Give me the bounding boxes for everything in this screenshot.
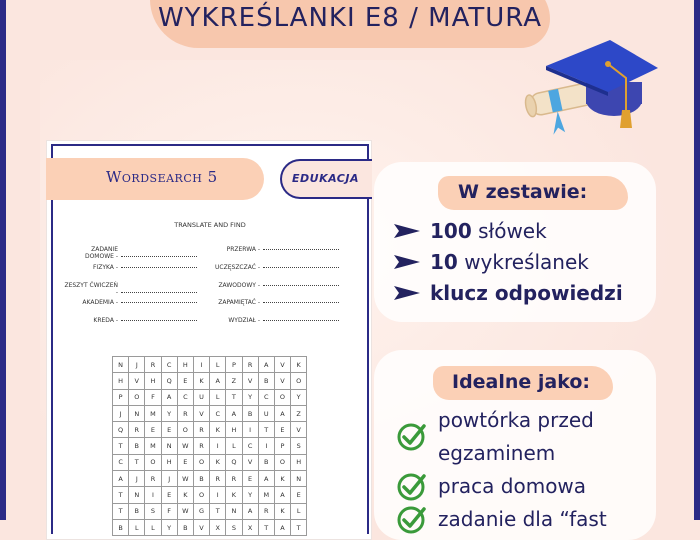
grid-cell: Z — [226, 373, 242, 389]
grid-cell: F — [145, 389, 161, 405]
grid-cell: V — [274, 373, 290, 389]
grid-cell: K — [226, 487, 242, 503]
grid-cell: A — [274, 405, 290, 421]
grid-cell: L — [129, 519, 145, 535]
grid-cell: K — [274, 503, 290, 519]
grid-cell: K — [291, 357, 307, 373]
vocab-row — [208, 264, 339, 271]
grid-cell: T — [258, 422, 274, 438]
vocab-term: ZESZYT ĆWICZEŃ - — [64, 282, 118, 296]
grid-cell: O — [129, 389, 145, 405]
grid-cell: E — [274, 422, 290, 438]
usage-item-line: zadanie dla “fast — [438, 507, 607, 531]
contents-item-text: słówek — [471, 219, 547, 243]
check-circle-icon — [396, 422, 426, 452]
grid-cell: C — [242, 438, 258, 454]
grid-cell: L — [210, 357, 226, 373]
grid-cell: I — [145, 487, 161, 503]
grid-cell: U — [193, 389, 209, 405]
contents-item — [394, 280, 623, 306]
grid-cell: V — [242, 454, 258, 470]
grid-cell: K — [274, 471, 290, 487]
grid-cell: V — [274, 357, 290, 373]
grid-cell: M — [258, 487, 274, 503]
grid-cell: E — [291, 487, 307, 503]
graduation-cap-icon — [522, 36, 660, 136]
grid-cell: J — [129, 357, 145, 373]
usage-item-line: powtórka przed — [438, 408, 594, 432]
grid-cell: E — [145, 422, 161, 438]
grid-cell: O — [193, 454, 209, 470]
grid-row — [113, 471, 307, 487]
grid-cell: B — [113, 519, 129, 535]
grid-cell: B — [193, 471, 209, 487]
grid-cell: S — [291, 438, 307, 454]
grid-cell: O — [193, 487, 209, 503]
vocab-row — [62, 246, 197, 260]
answer-line — [263, 302, 339, 303]
answer-line — [121, 256, 197, 257]
answer-line — [121, 267, 197, 268]
grid-cell: T — [226, 389, 242, 405]
grid-cell: H — [145, 373, 161, 389]
grid-cell: R — [193, 422, 209, 438]
grid-cell: O — [177, 422, 193, 438]
grid-cell: T — [113, 487, 129, 503]
grid-cell: L — [291, 503, 307, 519]
grid-cell: K — [193, 373, 209, 389]
grid-cell: T — [113, 503, 129, 519]
grid-cell: C — [161, 357, 177, 373]
grid-cell: J — [129, 471, 145, 487]
vocab-row — [62, 317, 197, 324]
grid-cell: A — [210, 373, 226, 389]
grid-cell: R — [242, 357, 258, 373]
grid-cell: X — [242, 519, 258, 535]
grid-cell: A — [258, 357, 274, 373]
arrow-bullet-icon — [394, 286, 420, 300]
arrow-bullet-icon — [394, 224, 420, 238]
page-title: WYKREŚLANKI E8 / MATURA — [157, 3, 543, 33]
grid-cell: B — [242, 405, 258, 421]
grid-cell: S — [145, 503, 161, 519]
arrow-bullet-icon — [394, 255, 420, 269]
vocab-term: AKADEMIA - — [82, 299, 118, 306]
grid-cell: Z — [291, 405, 307, 421]
grid-row — [113, 422, 307, 438]
grid-cell: I — [210, 438, 226, 454]
grid-cell: R — [177, 405, 193, 421]
grid-cell: J — [113, 405, 129, 421]
grid-cell: C — [258, 389, 274, 405]
grid-cell: P — [113, 389, 129, 405]
vocab-row — [208, 317, 339, 324]
grid-cell: I — [258, 438, 274, 454]
grid-cell: B — [129, 438, 145, 454]
answer-line — [121, 292, 197, 293]
grid-cell: H — [177, 357, 193, 373]
grid-cell: A — [113, 471, 129, 487]
grid-cell: E — [242, 471, 258, 487]
vocab-term: KREDA - — [93, 317, 118, 324]
check-circle-icon — [396, 505, 426, 535]
grid-cell: N — [113, 357, 129, 373]
grid-cell: O — [274, 389, 290, 405]
grid-cell: A — [226, 405, 242, 421]
vocab-term: ZADANIE DOMOWE - — [84, 246, 118, 260]
grid-cell: R — [193, 438, 209, 454]
grid-cell: Q — [113, 422, 129, 438]
vocab-term: UCZĘSZCZAĆ - — [215, 264, 260, 271]
grid-row — [113, 503, 307, 519]
wordsearch-grid — [112, 356, 307, 536]
grid-cell: B — [258, 454, 274, 470]
usage-item-line: praca domowa — [438, 474, 587, 498]
grid-cell: B — [177, 519, 193, 535]
grid-cell: E — [177, 454, 193, 470]
grid-cell: O — [291, 373, 307, 389]
grid-row — [113, 357, 307, 373]
grid-cell: C — [177, 389, 193, 405]
contents-title: W zestawie: — [458, 181, 588, 203]
grid-cell: L — [210, 389, 226, 405]
grid-cell: V — [291, 422, 307, 438]
grid-cell: Y — [161, 519, 177, 535]
grid-row — [113, 438, 307, 454]
grid-cell: R — [145, 471, 161, 487]
grid-cell: T — [129, 454, 145, 470]
grid-cell: K — [177, 487, 193, 503]
vocab-row — [62, 282, 197, 296]
grid-cell: H — [291, 454, 307, 470]
answer-line — [263, 267, 339, 268]
grid-cell: N — [161, 438, 177, 454]
grid-cell: T — [258, 519, 274, 535]
grid-cell: B — [258, 373, 274, 389]
answer-line — [263, 285, 339, 286]
grid-cell: Y — [161, 405, 177, 421]
grid-cell: R — [145, 357, 161, 373]
grid-cell: N — [129, 405, 145, 421]
grid-row — [113, 454, 307, 470]
contents-item-bold: klucz odpowiedzi — [430, 281, 623, 305]
grid-cell: V — [129, 373, 145, 389]
grid-cell: A — [258, 471, 274, 487]
grid-cell: H — [226, 422, 242, 438]
grid-cell: R — [129, 422, 145, 438]
grid-cell: T — [113, 438, 129, 454]
grid-cell: Y — [291, 389, 307, 405]
grid-cell: O — [145, 454, 161, 470]
grid-cell: V — [242, 373, 258, 389]
grid-cell: K — [210, 454, 226, 470]
grid-cell: W — [177, 438, 193, 454]
grid-cell: J — [161, 471, 177, 487]
answer-line — [263, 249, 339, 250]
grid-cell: A — [274, 519, 290, 535]
grid-cell: E — [161, 422, 177, 438]
grid-row — [113, 373, 307, 389]
grid-cell: Q — [161, 373, 177, 389]
vocab-term: ZAPAMIĘTAĆ - — [218, 299, 260, 306]
check-circle-icon — [396, 472, 426, 502]
grid-cell: C — [113, 454, 129, 470]
vocab-row — [208, 246, 339, 253]
grid-cell: Y — [242, 487, 258, 503]
grid-cell: T — [291, 519, 307, 535]
grid-cell: V — [193, 405, 209, 421]
grid-row — [113, 405, 307, 421]
grid-cell: W — [177, 503, 193, 519]
grid-cell: T — [210, 503, 226, 519]
grid-cell: A — [274, 487, 290, 503]
grid-cell: M — [145, 438, 161, 454]
grid-cell: I — [242, 422, 258, 438]
usage-item-line: egzaminem — [438, 441, 556, 465]
grid-cell: A — [242, 503, 258, 519]
grid-cell: Y — [242, 389, 258, 405]
vocab-term: PRZERWA - — [226, 246, 260, 253]
grid-cell: R — [210, 471, 226, 487]
grid-cell: O — [274, 454, 290, 470]
answer-line — [121, 320, 197, 321]
contents-item — [394, 218, 547, 244]
grid-cell: F — [161, 503, 177, 519]
grid-cell: W — [177, 471, 193, 487]
grid-row — [113, 487, 307, 503]
vocab-row — [208, 299, 339, 306]
vocab-row — [62, 299, 197, 306]
grid-cell: L — [145, 519, 161, 535]
answer-line — [121, 302, 197, 303]
contents-item-bold: 10 — [430, 250, 458, 274]
grid-cell: G — [193, 503, 209, 519]
vocab-row — [208, 282, 339, 289]
grid-cell: H — [113, 373, 129, 389]
grid-cell: B — [129, 503, 145, 519]
grid-cell: N — [291, 471, 307, 487]
grid-cell: H — [161, 454, 177, 470]
vocab-term: WYDZIAŁ - — [228, 317, 260, 324]
answer-line — [263, 320, 339, 321]
grid-cell: P — [274, 438, 290, 454]
grid-cell: P — [226, 357, 242, 373]
worksheet-tag-label: EDUKACJA — [292, 172, 359, 185]
grid-cell: I — [210, 487, 226, 503]
vocab-term: ZAWODOWY - — [218, 282, 260, 289]
grid-cell: C — [210, 405, 226, 421]
grid-row — [113, 519, 307, 535]
worksheet-title: Wordsearch 5 — [106, 168, 218, 186]
grid-cell: M — [145, 405, 161, 421]
usage-title: Idealne jako: — [452, 371, 591, 393]
grid-cell: Q — [226, 454, 242, 470]
grid-cell: I — [193, 357, 209, 373]
grid-cell: U — [258, 405, 274, 421]
grid-cell: V — [193, 519, 209, 535]
grid-cell: N — [226, 503, 242, 519]
grid-cell: X — [210, 519, 226, 535]
contents-item-bold: 100 — [430, 219, 472, 243]
vocab-term: FIZYKA - — [92, 264, 118, 271]
grid-cell: S — [226, 519, 242, 535]
grid-cell: L — [226, 438, 242, 454]
grid-cell: N — [129, 487, 145, 503]
grid-cell: K — [210, 422, 226, 438]
grid-cell: E — [177, 373, 193, 389]
worksheet-instruction: TRANSLATE AND FIND — [174, 221, 246, 229]
grid-cell: E — [161, 487, 177, 503]
grid-cell: R — [258, 503, 274, 519]
grid-cell: A — [161, 389, 177, 405]
vocab-row — [62, 264, 197, 271]
contents-item-text: wykreślanek — [457, 250, 589, 274]
grid-cell: R — [226, 471, 242, 487]
contents-item — [394, 249, 589, 275]
grid-row — [113, 389, 307, 405]
